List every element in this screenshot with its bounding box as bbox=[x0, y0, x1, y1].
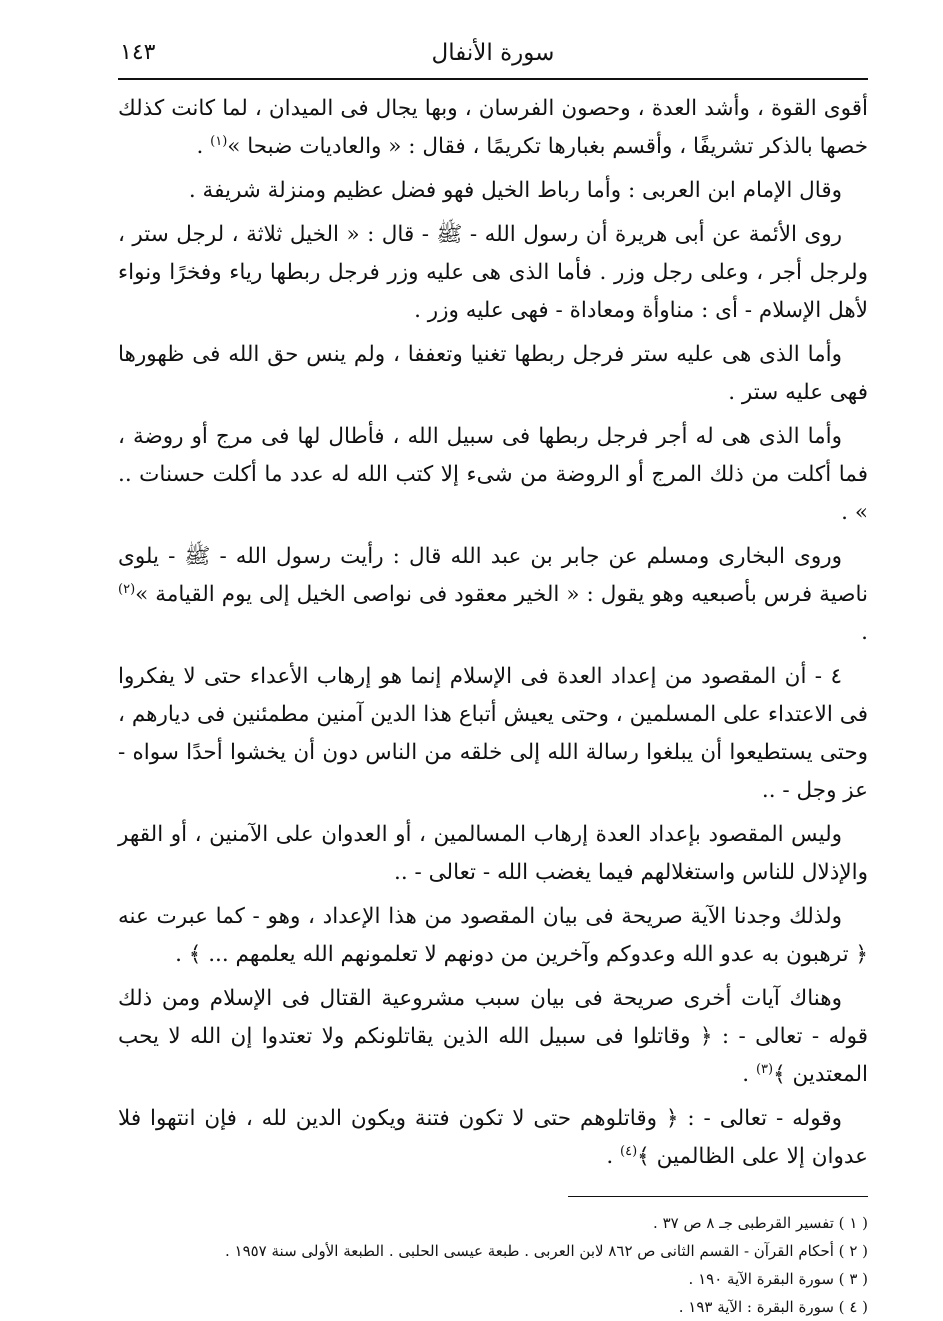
paragraph-1 bbox=[118, 90, 868, 166]
paragraph-text: ٤ - أن المقصود من إعداد العدة فى الإسلام إنما هو إرهاب الأعداء حتى لا يفكروا فى الاعتداء على المسلمين ، وحتى يعيش أتباع هذا الدين آمنين مطمئنين فى ديارهم ، وحتى يستطيعوا أن يبلغوا رسالة الله إلى خلقه من الناس دون أن يخشوا أحدًا سواه - عز وجل - .. bbox=[118, 664, 868, 803]
footnote-3: ( ٣ ) سورة البقرة الآية ١٩٠ . bbox=[688, 1270, 868, 1288]
paragraph-9 bbox=[118, 898, 868, 974]
paragraph-text: وأما الذى هى له أجر فرجل ربطها فى سبيل الله ، فأطال لها فى مرج أو روضة ، فما أكلت من ذلك المرج أو الروضة من شىء إلا كتب الله له عدد ما أكلت حسنات .. » . bbox=[118, 424, 868, 525]
page-number: ١٤٣ bbox=[120, 40, 156, 65]
paragraph-text: وقوله - تعالى - : ﴿ وقاتلوهم حتى لا تكون فتنة ويكون الدين لله ، فإن انتهوا فلا عدوان إلا على الظالمين ﴾ bbox=[118, 1106, 868, 1169]
footnote-1: ( ١ ) تفسير القرطبى جـ ٨ ص ٣٧ . bbox=[653, 1214, 868, 1232]
footnotes bbox=[118, 1209, 868, 1321]
footnote-ref-4: (٤) bbox=[620, 1143, 638, 1159]
paragraph-text: أقوى القوة ، وأشد العدة ، وحصون الفرسان ، وبها يجال فى الميدان ، لما كانت كذلك خصها بالذكر تشريفًا ، وأقسم بغبارها تكريمًا ، فقال : « والعاديات ضبحا » bbox=[118, 96, 868, 159]
footnote-2: ( ٢ ) أحكام القرآن - القسم الثانى ص ٨٦٢ لابن العربى . طبعة عيسى الحلبى . الطبعة الأولى سنة ١٩٥٧ . bbox=[224, 1242, 868, 1260]
paragraph-3 bbox=[118, 216, 868, 330]
paragraph-11 bbox=[118, 1100, 868, 1176]
paragraph-text: وقال الإمام ابن العربى : وأما رباط الخيل فهو فضل عظيم ومنزلة شريفة . bbox=[188, 178, 842, 203]
paragraph-5 bbox=[118, 418, 868, 532]
surah-title: سورة الأنفال bbox=[431, 40, 555, 66]
paragraph-text: وروى البخارى ومسلم عن جابر بن عبد الله قال : رأيت رسول الله - ﷺ - يلوى ناصية فرس بأصبعيه وهو يقول : « الخير معقود فى نواصى الخيل إلى يوم القيامة » bbox=[118, 544, 868, 607]
footnote-ref-2: (٢) bbox=[118, 581, 136, 597]
paragraph-2 bbox=[118, 172, 868, 210]
paragraph-tail: . bbox=[606, 1144, 621, 1169]
page-body bbox=[118, 90, 868, 1176]
footnote-divider bbox=[568, 1196, 868, 1197]
paragraph-6 bbox=[118, 538, 868, 652]
paragraph-text: وليس المقصود بإعداد العدة إرهاب المسالمين ، أو العدوان على الآمنين ، أو القهر والإذلال للناس واستغلالهم فيما يغضب الله - تعالى - .. bbox=[118, 822, 868, 885]
paragraph-text: روى الأئمة عن أبى هريرة أن رسول الله - ﷺ - قال : « الخيل ثلاثة ، لرجل ستر ، ولرجل أجر ، وعلى رجل وزر . فأما الذى هى عليه وزر فرجل ربطها رياء وفخرًا ونواء لأهل الإسلام - أى : مناوأة ومعاداة - فهى عليه وزر . bbox=[118, 222, 868, 323]
paragraph-text: وأما الذى هى عليه ستر فرجل ربطها تغنيا وتعففا ، ولم ينس حق الله فى ظهورها فهى عليه ستر . bbox=[118, 342, 868, 405]
footnote-ref-1: (١) bbox=[210, 133, 228, 149]
paragraph-4 bbox=[118, 336, 868, 412]
paragraph-8 bbox=[118, 816, 868, 892]
paragraph-text: وهناك آيات أخرى صريحة فى بيان سبب مشروعية القتال فى الإسلام ومن ذلك قوله - تعالى - : ﴿ وقاتلوا فى سبيل الله الذين يقاتلونكم ولا تعتدوا إن الله لا يحب المعتدين ﴾ bbox=[118, 986, 868, 1087]
footnote-ref-3: (٣) bbox=[755, 1061, 774, 1077]
page-header bbox=[118, 32, 868, 80]
paragraph-tail: . bbox=[861, 620, 868, 645]
paragraph-7 bbox=[118, 658, 868, 810]
paragraph-tail: . bbox=[742, 1062, 756, 1087]
book-page bbox=[118, 32, 868, 1316]
paragraph-text: ولذلك وجدنا الآية صريحة فى بيان المقصود من هذا الإعداد ، وهو - كما عبرت عنه ﴿ ترهبون به عدو الله وعدوكم وآخرين من دونهم لا تعلمونهم الله يعلمهم ... ﴾ . bbox=[118, 904, 868, 967]
footnote-4: ( ٤ ) سورة البقرة : الآية ١٩٣ . bbox=[678, 1298, 868, 1316]
paragraph-10 bbox=[118, 980, 868, 1094]
paragraph-tail: . bbox=[196, 134, 211, 159]
